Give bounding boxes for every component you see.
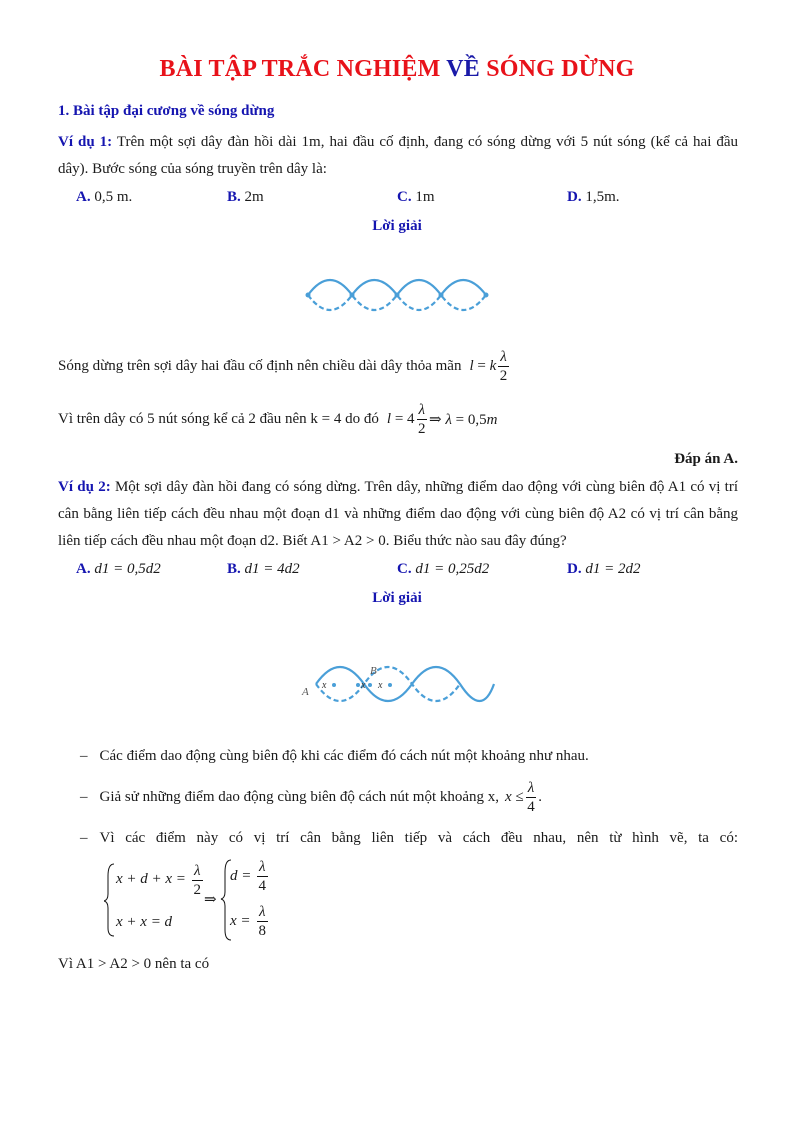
ex1-solution-line-2: Vì trên dây có 5 nút sóng kể cả 2 đầu nên k = 4 do đó l = 4 $\frac{\lambda}{2}$ ⇒ λ = 0,5m (58, 401, 498, 437)
example-1-question (58, 129, 738, 183)
ex2-solution-label: Lời giải (372, 590, 422, 606)
standing-wave-figure-2 (298, 650, 498, 718)
figure2-label-a: A (302, 686, 309, 698)
figure2-label-x3: x (378, 680, 383, 691)
figure2-label-x2: x (361, 680, 366, 691)
title-part-2: VỀ (446, 56, 481, 82)
ex2-last-line: Vì A1 > A2 > 0 nên ta có (58, 956, 210, 972)
equation-system: x + d + x = $\frac{\lambda}{2}$ ⇒ x + x = d d = $\frac{\lambda}{4}$ x = $\frac{\lambda}{8}$ (104, 856, 284, 946)
standing-wave-figure-1 (300, 265, 495, 325)
figure2-label-b: B (370, 665, 377, 677)
bullet-1: – Các điểm dao động cùng biên độ khi các điểm đó cách nút một khoảng như nhau. (80, 748, 589, 764)
ex1-solution-line-1: Sóng dừng trên sợi dây hai đầu cố định nên chiều dài dây thỏa mãn l = k $\frac{\lambda}{2}$ (58, 348, 508, 384)
figure2-label-x1: x (322, 680, 327, 691)
section-heading: 1. Bài tập đại cương về sóng dừng (58, 103, 275, 119)
ex2-option-d[interactable]: D. d1 = 2d2 (567, 561, 641, 577)
title-part-1: BÀI TẬP TRẮC NGHIỆM (159, 56, 441, 82)
ex1-solution-label: Lời giải (372, 218, 422, 234)
bullet-3: – Vì các điểm này có vị trí cân bằng liên tiếp và cách đều nhau, nên từ hình vẽ, ta có: (80, 830, 738, 846)
ex1-answer: Đáp án A. (674, 451, 738, 467)
ex1-option-b[interactable]: B. 2m (227, 189, 264, 205)
example-1-label: Ví dụ 1: (58, 134, 113, 150)
ex1-option-d[interactable]: D. 1,5m. (567, 189, 620, 205)
title-part-3: SÓNG DỪNG (486, 56, 635, 82)
bullet-2: – Giả sử những điểm dao động cùng biên độ cách nút một khoảng x, x ≤ $\frac{\lambda}{4}$ . (80, 779, 542, 815)
example-2-question (58, 474, 738, 555)
ex1-option-a[interactable]: A. 0,5 m. (76, 189, 133, 205)
ex2-option-a[interactable]: A. d1 = 0,5d2 (76, 561, 161, 577)
page-title (0, 56, 794, 83)
ex2-option-b[interactable]: B. d1 = 4d2 (227, 561, 300, 577)
example-2-label: Ví dụ 2: (58, 479, 111, 495)
example-2-text: Một sợi dây đàn hồi đang có sóng dừng. Trên dây, những điểm dao động với cùng biên độ A1 có vị trí cân bằng liên tiếp cách đều nhau một đoạn d1 và những điểm dao động với cùng biên độ A2 có vị trí cân bằng liên tiếp cách đều nhau một đoạn d2. Biết A1 > A2 > 0. Biểu thức nào sau đây đúng? (58, 479, 738, 549)
ex2-option-c[interactable]: C. d1 = 0,25d2 (397, 561, 490, 577)
example-1-text: Trên một sợi dây đàn hồi dài 1m, hai đầu cố định, đang có sóng dừng với 5 nút sóng (kể cả hai đầu dây). Bước sóng của sóng truyền trên dây là: (58, 134, 738, 177)
ex1-option-c[interactable]: C. 1m (397, 189, 435, 205)
